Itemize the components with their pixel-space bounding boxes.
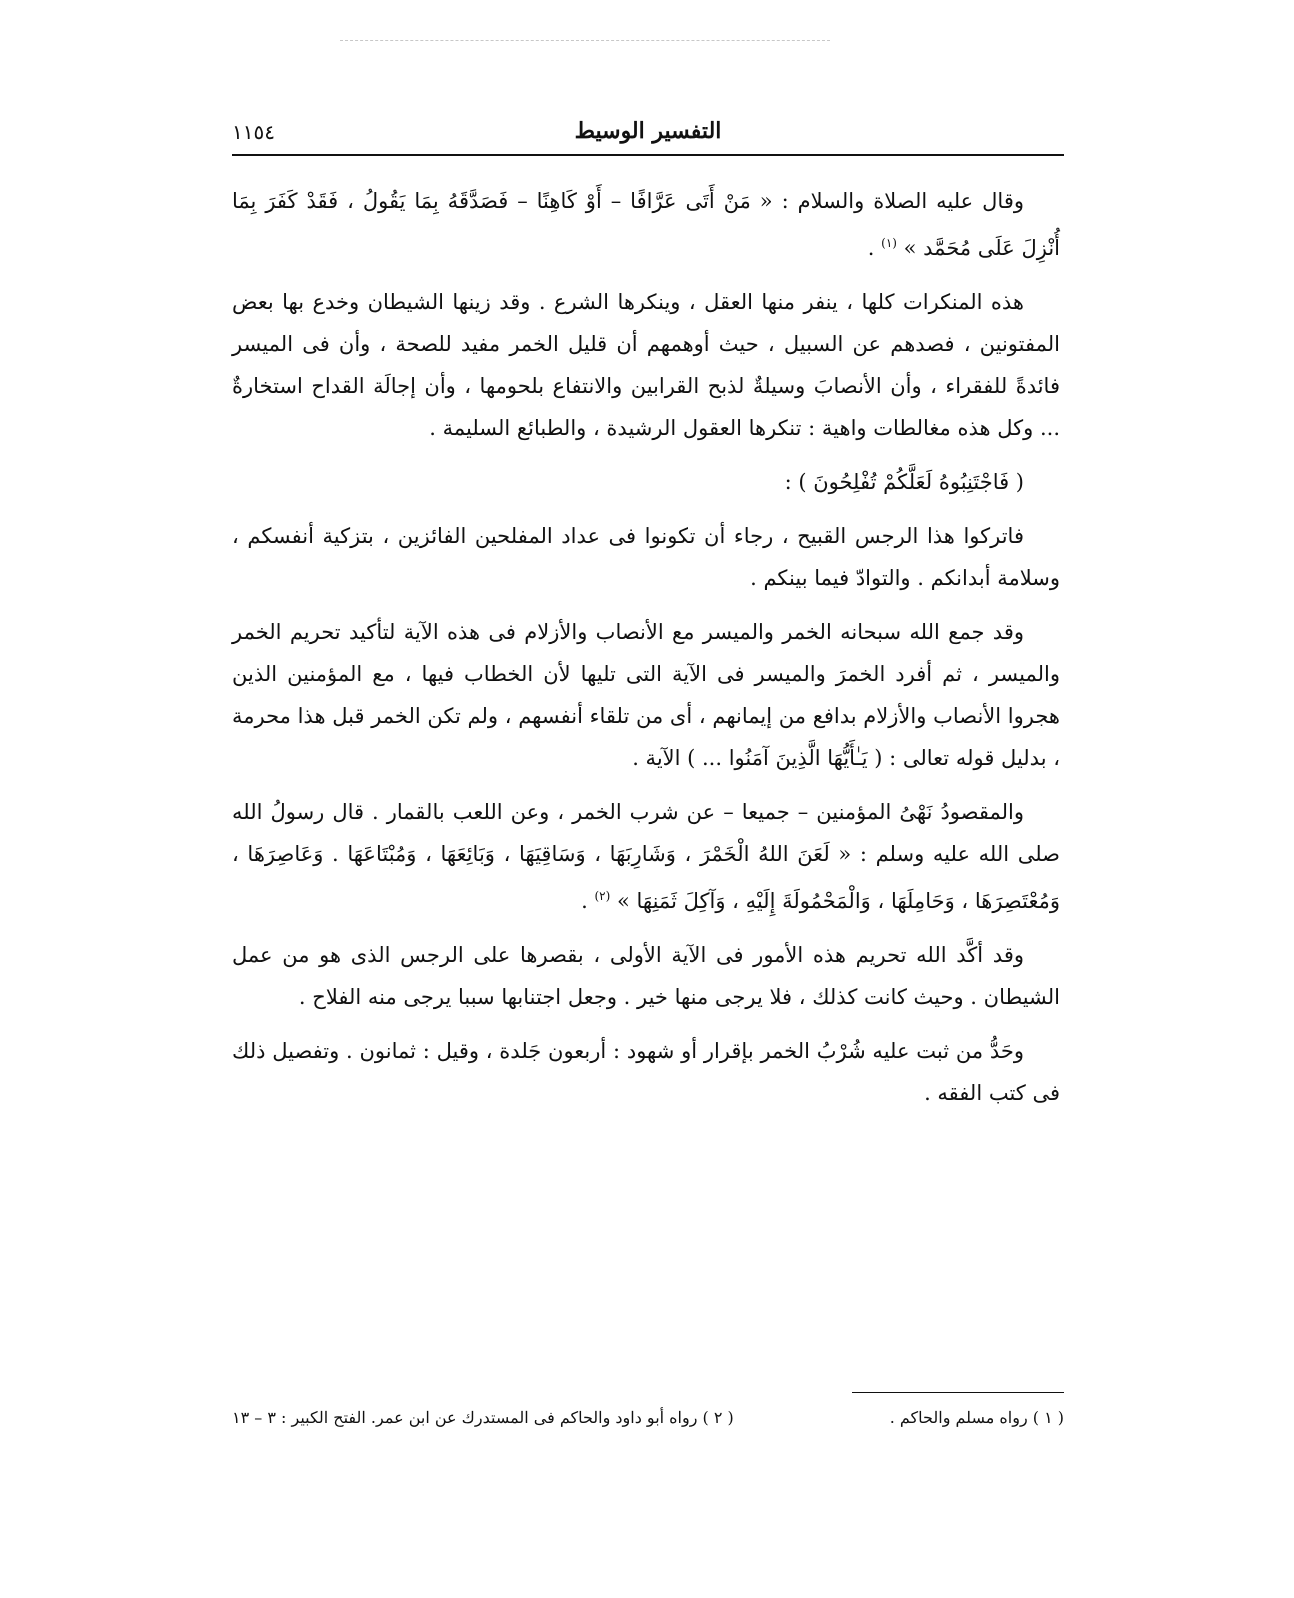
paragraph-hadd: وحَدُّ من ثبت عليه شُرْبُ الخمر بإقرار أو شهود : أربعون جَلدة ، وقيل : ثمانون . وتفصيل ذلك فى كتب الفقه . (232, 1039, 1060, 1105)
paragraph-munkarat: هذه المنكرات كلها ، ينفر منها العقل ، وينكرها الشرع . وقد زينها الشيطان وخدع بها بعض المفتونين ، فصدهم عن السبيل ، حيث أوهمهم أن قليل الخمر مفيد للصحة ، وأن فى الميسر فائدةً للفقراء ، وأن الأنصابَ وسيلةٌ لذبح القرابين والانتفاع بلحومها ، وأن إجالَة القداح استخارةٌ ... وكل هذه مغالطات واهية : تنكرها العقول الرشيدة ، والطبائع السليمة . (232, 290, 1060, 440)
main-text (232, 180, 1060, 1126)
footnotes (232, 1404, 1064, 1432)
footnote-divider (852, 1392, 1064, 1393)
footnote-2: ( ٢ ) رواه أبو داود والحاكم فى المستدرك عن ابن عمر. الفتح الكبير : ٣ – ١٣ (232, 1408, 734, 1427)
footnote-ref-1: (١) (881, 236, 897, 250)
top-scan-rule (340, 40, 830, 41)
paragraph-akkada: وقد أكَّد الله تحريم هذه الأمور فى الآية الأولى ، بقصرها على الرجس الذى هو من عمل الشيطان . وحيث كانت كذلك ، فلا يرجى منها خير . وجعل اجتنابها سببا يرجى منه الفلاح . (232, 943, 1060, 1009)
header-divider (232, 154, 1064, 156)
verse-quote: ( فَاجْتَنِبُوهُ لَعَلَّكُمْ تُفْلِحُونَ ) : (784, 470, 1024, 494)
running-title: التفسير الوسيط (574, 118, 722, 144)
paragraph-jama-allah: وقد جمع الله سبحانه الخمر والميسر مع الأنصاب والأزلام فى هذه الآية لتأكيد تحريم الخمر والميسر ، ثم أفرد الخمرَ والميسر فى الآية التى تليها لأن الخطاب فيها ، مع المؤمنين الذين هجروا الأنصاب والأزلام بدافع من إيمانهم ، أى من تلقاء أنفسهم ، ولم تكن الخمر قبل هذا محرمة ، بدليل قوله تعالى : ( يَـٰأَيُّهَا الَّذِينَ آمَنُوا ... ) الآية . (232, 620, 1060, 770)
paragraph-maqsud: والمقصودُ نَهْىُ المؤمنين – جميعا – عن شرب الخمر ، وعن اللعب بالقمار . قال رسولُ الله صلى الله عليه وسلم : « لَعَنَ اللهُ الْخَمْرَ ، وَشَارِبَهَا ، وَسَاقِيَهَا ، وَبَائِعَهَا ، وَمُبْتَاعَهَا . وَعَاصِرَهَا ، وَمُعْتَصِرَهَا ، وَحَامِلَهَا ، وَالْمَحْمُولَةَ إِلَيْهِ ، وَآكِلَ ثَمَنِهَا » $^{(٢)}$ . (232, 800, 1060, 913)
footnote-ref-2: (٢) (594, 889, 611, 903)
paragraph-text: والمقصودُ نَهْىُ المؤمنين – جميعا – عن شرب الخمر ، وعن اللعب بالقمار . قال رسولُ الله صلى الله عليه وسلم : « لَعَنَ اللهُ الْخَمْرَ ، وَشَارِبَهَا ، وَسَاقِيَهَا ، وَبَائِعَهَا ، وَمُبْتَاعَهَا . وَعَاصِرَهَا ، وَمُعْتَصِرَهَا ، وَحَامِلَهَا ، وَالْمَحْمُولَةَ إِلَيْهِ ، وَآكِلَ ثَمَنِهَا » (232, 800, 1060, 913)
paragraph-hadith-arraf: وقال عليه الصلاة والسلام : « مَنْ أَتَى عَرَّافًا – أَوْ كَاهِنًا – فَصَدَّقَهُ بِمَا يَقُولُ ، فَقَدْ كَفَرَ بِمَا أُنْزِلَ عَلَى مُحَمَّد » $^{(١)}$ . (232, 189, 1060, 260)
page-header (232, 118, 1064, 152)
page-number: ١١٥٤ (232, 120, 275, 144)
footnote-1: ( ١ ) رواه مسلم والحاكم . (889, 1408, 1064, 1427)
paragraph-fatrukuu: فاتركوا هذا الرجس القبيح ، رجاء أن تكونوا فى عداد المفلحين الفائزين ، بتزكية أنفسكم ، وسلامة أبدانكم . والتوادّ فيما بينكم . (232, 524, 1060, 590)
paragraph-text: وقال عليه الصلاة والسلام : « مَنْ أَتَى عَرَّافًا – أَوْ كَاهِنًا – فَصَدَّقَهُ بِمَا يَقُولُ ، فَقَدْ كَفَرَ بِمَا أُنْزِلَ عَلَى مُحَمَّد » (232, 189, 1060, 260)
